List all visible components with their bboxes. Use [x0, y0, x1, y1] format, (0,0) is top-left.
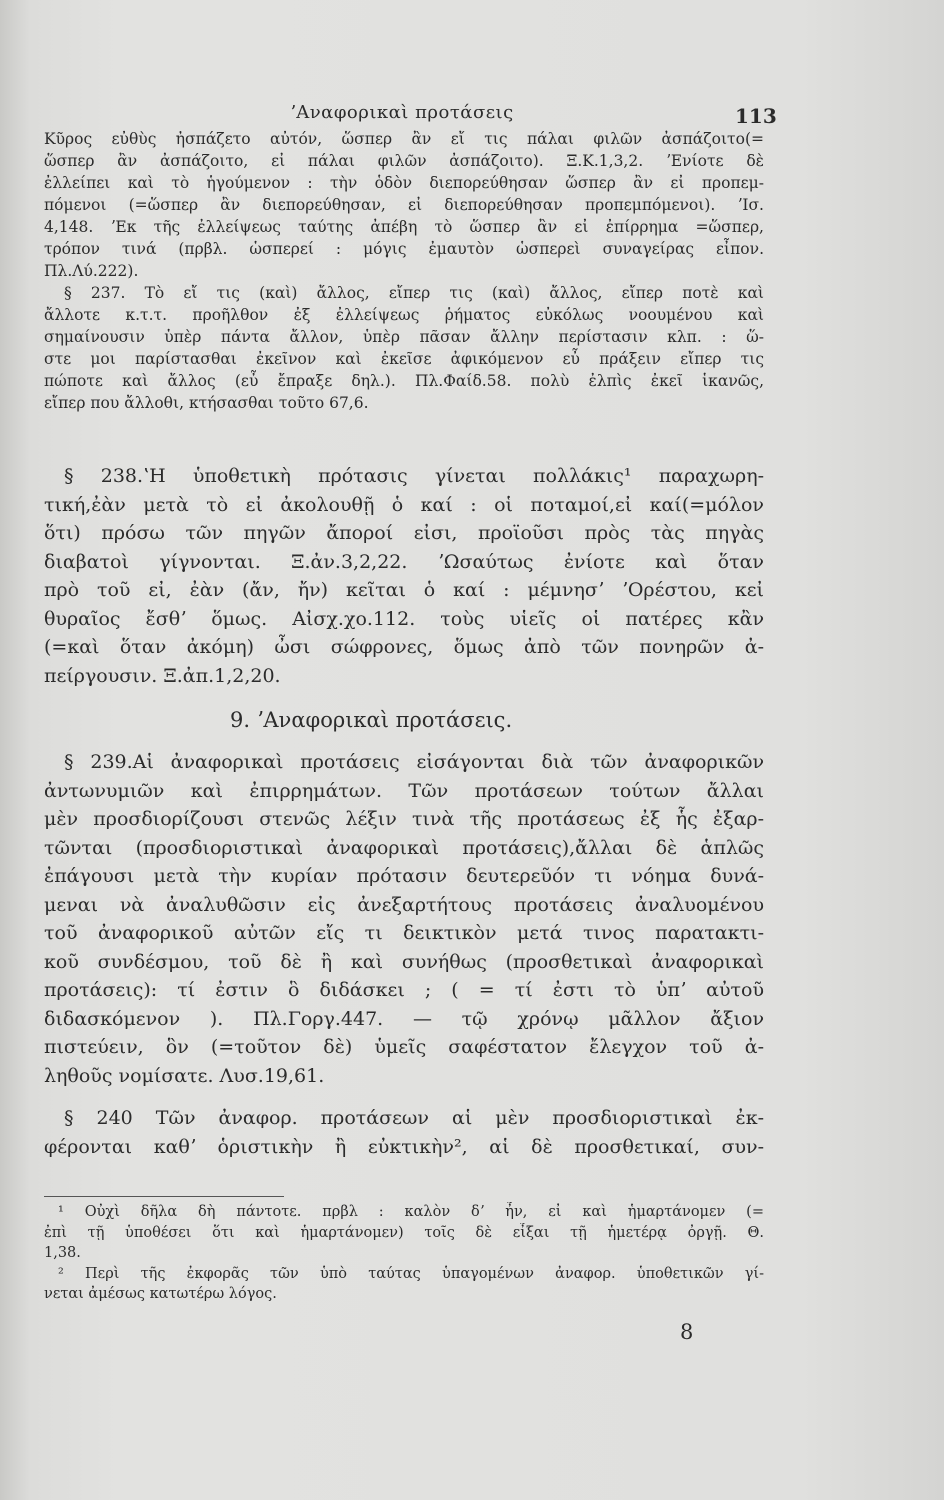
- text-line: κοῦ συνδέσμου, τοῦ δὲ ἢ καὶ συνήθως (προσθετικαὶ ἀναφορικαὶ: [44, 950, 764, 973]
- running-title: ʼΑναφορικαὶ προτάσεις: [290, 102, 514, 123]
- text-line: ἐλλείπει καὶ τὸ ἡγούμενον : τὴν ὁδὸν διεπορεύθησαν ὥσπερ ἂν εἰ προπεμ-: [44, 174, 764, 192]
- text-line: πόμενοι (=ὥσπερ ἂν διεπορεύθησαν, εἰ διεπορεύθησαν προπεμπόμενοι). ʼΙσ.: [44, 196, 764, 214]
- paragraph-238-start: § 238.ʽΗ ὑποθετικὴ πρότασις γίνεται πολλάκις¹ παραχωρη-: [64, 465, 764, 487]
- text-line: τρόπον τινά (πρβλ. ὡσπερεί : μόγις ἐμαυτὸν ὡσπερεὶ συναγείρας εἶπον.: [44, 240, 764, 258]
- footnote-line: ¹ Οὐχὶ δῆλα δὴ πάντοτε. πρβλ : καλὸν δʼ ἦν, εἰ καὶ ἡμαρτάνομεν (=: [58, 1204, 764, 1220]
- paragraph-237-start: § 237. Τὸ εἴ τις (καὶ) ἄλλος, εἴπερ τις (καὶ) ἄλλος, εἴπερ ποτὲ καὶ: [64, 284, 764, 302]
- text-line: ἀντωνυμιῶν καὶ ἐπιρρημάτων. Τῶν προτάσεων τούτων ἄλλαι: [44, 779, 764, 802]
- text-block-238: [44, 462, 764, 690]
- text-line: θυραῖος ἔσθʼ ὅμως. Αἰσχ.χο.112. τοὺς υἱεῖς οἱ πατέρες κἂν: [44, 607, 764, 630]
- text-line: τική,ἐὰν μετὰ τὸ εἰ ἀκολουθῇ ὁ καί : οἱ ποταμοί,εἰ καί(=μόλον: [44, 493, 764, 516]
- text-line: (=καὶ ὅταν ἀκόμη) ὦσι σώφρονες, ὅμως ἀπὸ τῶν πονηρῶν ἀ-: [44, 636, 764, 658]
- text-block-240: [44, 1104, 764, 1161]
- footnote-line: ² Περὶ τῆς ἐκφορᾶς τῶν ὑπὸ ταύτας ὑπαγομένων ἀναφορ. ὑποθετικῶν γί-: [58, 1265, 764, 1282]
- text-line: διαβατοὶ γίγνονται. Ξ.ἀν.3,2,22. ʼΩσαύτως ἐνίοτε καὶ ὅταν: [44, 550, 764, 573]
- text-line: στε μοι παρίστασθαι ἐκεῖνον καὶ ἐκεῖσε ἀφικόμενον εὖ πράξειν εἴπερ τις: [44, 350, 764, 368]
- text-line: πρὸ τοῦ εἰ, ἐὰν (ἄν, ἤν) κεῖται ὁ καί : μέμνησʼ ʼΟρέστου, κεἰ: [44, 579, 764, 601]
- footnote-divider: [44, 1196, 284, 1197]
- paragraph-239-start: § 239.Αἱ ἀναφορικαὶ προτάσεις εἰσάγονται διὰ τῶν ἀναφορικῶν: [64, 751, 764, 773]
- text-line: διδασκόμενον ). Πλ.Γοργ.447. — τῷ χρόνῳ μᾶλλον ἄξιον: [44, 1007, 764, 1030]
- text-line: φέρονται καθʼ ὁριστικὴν ἢ εὐκτικὴν², αἱ δὲ προσθετικαί, συν-: [44, 1135, 764, 1158]
- text-line: Πλ.Λύ.222).: [44, 262, 139, 280]
- text-line: πιστεύειν, ὃν (=τοῦτον δὲ) ὑμεῖς σαφέστατον ἔλεγχον τοῦ ἀ-: [44, 1036, 764, 1058]
- text-block-1: [44, 128, 764, 414]
- text-line: μεναι νὰ ἀναλυθῶσιν εἰς ἀνεξαρτήτους προτάσεις ἀναλυομένου: [44, 893, 764, 916]
- text-line: Κῦρος εὐθὺς ἠσπάζετο αὐτόν, ὥσπερ ἂν εἴ τις πάλαι φιλῶν ἀσπάζοιτο(=: [44, 130, 764, 148]
- text-line: ἐπάγουσι μετὰ τὴν κυρίαν πρότασιν δευτερεῦόν τι νόημα δυνά-: [44, 865, 764, 887]
- text-line: πώποτε καὶ ἄλλος (εὖ ἔπραξε δηλ.). Πλ.Φαίδ.58. πολὺ ἐλπὶς ἐκεῖ ἱκανῶς,: [44, 372, 764, 390]
- signature-number: 8: [680, 1320, 694, 1344]
- text-line: πείργουσιν. Ξ.ἀπ.1,2,20.: [44, 664, 281, 687]
- text-line: ὅτι) πρόσω τῶν πηγῶν ἄποροί εἰσι, προϊοῦσι πρὸς τὰς πηγὰς: [44, 522, 764, 544]
- text-line: ὥσπερ ἂν ἀσπάζοιτο, εἰ πάλαι φιλῶν ἀσπάζοιτο). Ξ.Κ.1,3,2. ʼΕνίοτε δὲ: [44, 152, 764, 170]
- text-line: ληθοῦς νομίσατε. Λυσ.19,61.: [44, 1064, 325, 1087]
- text-line: ἄλλοτε κ.τ.τ. προῆλθον ἐξ ἐλλείψεως ῥήματος εὐκόλως νοουμένου καὶ: [44, 306, 764, 324]
- footnote-line: ἐπὶ τῇ ὑποθέσει ὅτι καὶ ἡμαρτάνομεν) τοῖς δὲ εἶξαι τῇ ἡμετέρᾳ ὀργῇ. Θ.: [44, 1224, 764, 1241]
- text-line: τοῦ ἀναφορικοῦ αὐτῶν εἴς τι δεικτικὸν μετά τινος παρατακτι-: [44, 922, 764, 944]
- text-block-239: [44, 748, 764, 1090]
- text-line: 4,148. ʼΕκ τῆς ἐλλείψεως ταύτης ἀπέβη τὸ ὥσπερ ἂν εἰ ἐπίρρημα =ὥσπερ,: [44, 218, 764, 236]
- section-heading: 9. ʼΑναφορικαὶ προτάσεις.: [230, 708, 513, 732]
- paragraph-240-start: § 240 Τῶν ἀναφορ. προτάσεων αἱ μὲν προσδιοριστικαὶ ἐκ-: [64, 1107, 764, 1129]
- text-line: μὲν προσδιορίζουσι στενῶς λέξιν τινὰ τῆς προτάσεως ἐξ ἧς ἐξαρ-: [44, 808, 764, 830]
- text-line: τῶνται (προσδιοριστικαὶ ἀναφορικαὶ προτάσεις),ἄλλαι δὲ ἁπλῶς: [44, 836, 764, 859]
- text-line: προτάσεις): τί ἐστιν ὃ διδάσκει ; ( = τί ἐστι τὸ ὑπʼ αὐτοῦ: [44, 979, 764, 1001]
- page-number: 113: [735, 104, 777, 128]
- text-line: εἴπερ που ἄλλοθι, κτήσασθαι τοῦτο 67,6.: [44, 394, 369, 412]
- footnote-line: 1,38.: [44, 1245, 81, 1261]
- footnote-line: νεται ἀμέσως κατωτέρω λόγος.: [44, 1286, 277, 1302]
- text-line: σημαίνουσιν ὑπὲρ πάντα ἄλλον, ὑπὲρ πᾶσαν ἄλλην περίστασιν κλπ. : ὥ-: [44, 328, 764, 346]
- footnotes: [44, 1202, 764, 1305]
